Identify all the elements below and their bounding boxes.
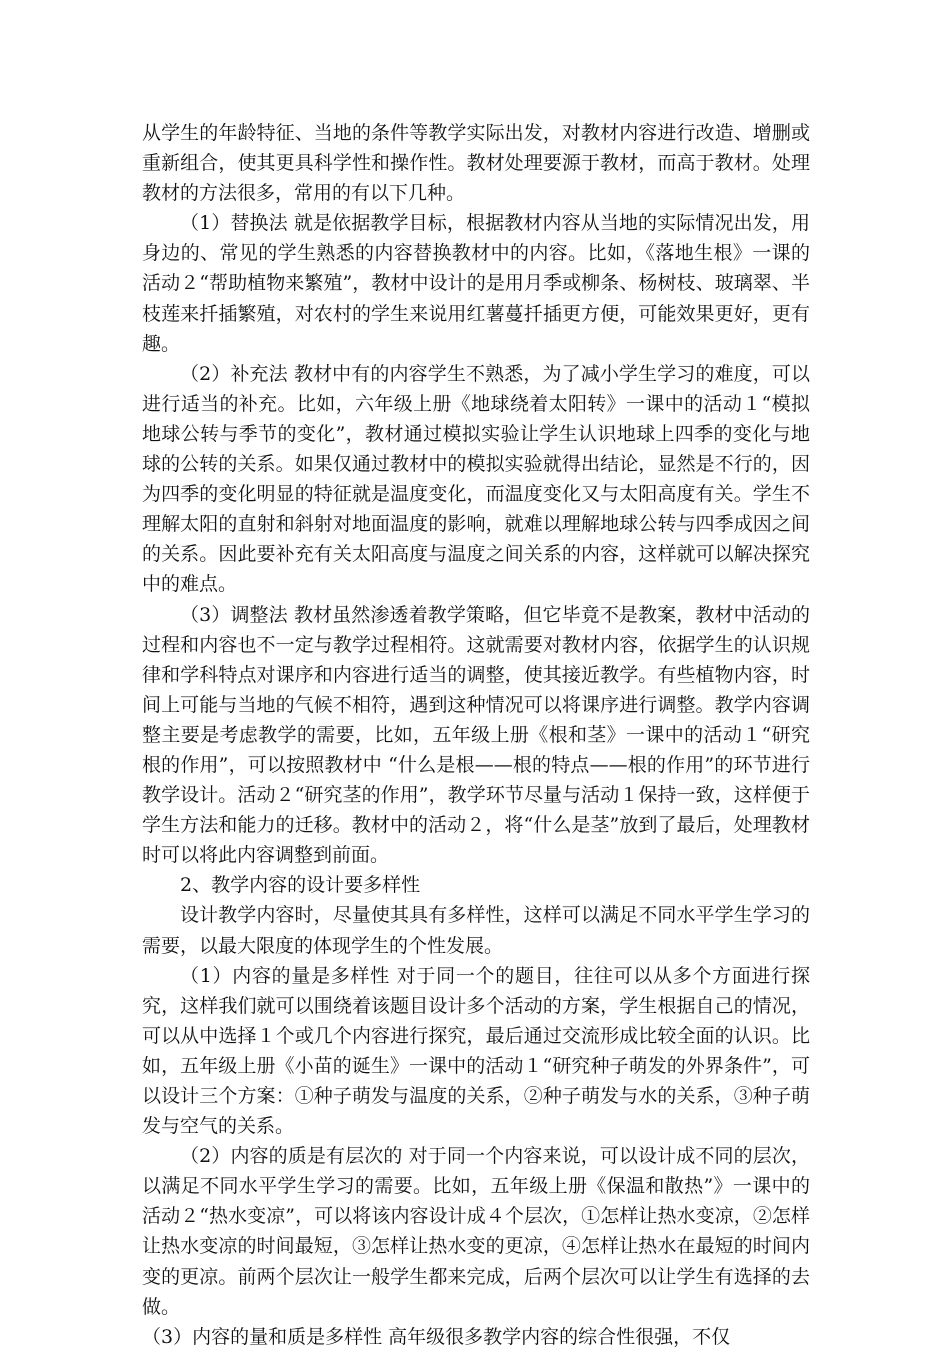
paragraph-adjustment-method: （3）调整法 教材虽然渗透着教学策略，但它毕竟不是教案，教材中活动的过程和内容也不一定与教学过程相符。这就需要对教材内容，依据学生的认识规律和学科特点对课序和内容进行适当的调整，使其接近教学。有些植物内容，时间上可能与当地的气候不相符，遇到这种情况可以将课序进行调整。教学内容调整主要是考虑教学的需要，比如，五年级上册《根和茎》一课中的活动１“研究根的作用”，可以按照教材中 “什么是根——根的特点——根的作用”的环节进行教学设计。活动２“研究茎的作用”，教学环节尽量与活动１保持一致，这样便于学生方法和能力的迁移。教材中的活动２，将“什么是茎”放到了最后，处理教材时可以将此内容调整到前面。 <box>142 603 810 867</box>
document-page <box>142 118 810 1352</box>
section-heading: 2、教学内容的设计要多样性 <box>180 874 421 897</box>
paragraph-intro: 从学生的年龄特征、当地的条件等教学实际出发，对教材内容进行改造、增删或重新组合，使其更具科学性和操作性。教材处理要源于教材，而高于教材。处理教材的方法很多，常用的有以下几种。 <box>142 122 810 205</box>
paragraph-quantity-quality: （3）内容的量和质是多样性 高年级很多教学内容的综合性很强，不仅 <box>142 1325 731 1348</box>
paragraph-replacement-method: （1）替换法 就是依据教学目标，根据教材内容从当地的实际情况出发，用身边的、常见的学生熟悉的内容替换教材中的内容。比如，《落地生根》一课的活动２“帮助植物来繁殖”，教材中设计的是用月季或柳条、杨树枝、玻璃翠、半枝莲来扦插繁殖，对农村的学生来说用红薯蔓扦插更方便，可能效果更好，更有趣。 <box>142 212 810 355</box>
paragraph-supplement-method: （2）补充法 教材中有的内容学生不熟悉，为了减小学生学习的难度，可以进行适当的补充。比如，六年级上册《地球绕着太阳转》一课中的活动１“模拟地球公转与季节的变化”，教材通过模拟实验让学生认识地球上四季的变化与地球的公转的关系。如果仅通过教材中的模拟实验就得出结论，显然是不行的，因为四季的变化明显的特征就是温度变化，而温度变化又与太阳高度有关。学生不理解太阳的直射和斜射对地面温度的影响，就难以理解地球公转与四季成因之间的关系。因此要补充有关太阳高度与温度之间关系的内容，这样就可以解决探究中的难点。 <box>142 362 810 596</box>
paragraph-quality-levels: （2）内容的质是有层次的 对于同一个内容来说，可以设计成不同的层次，以满足不同水平学生学习的需要。比如，五年级上册《保温和散热”》一课中的活动２“热水变凉”，可以将该内容设计成４个层次，①怎样让热水变凉，②怎样让热水变凉的时间最短，③怎样让热水变的更凉，④怎样让热水在最短的时间内变的更凉。前两个层次让一般学生都来完成，后两个层次可以让学生有选择的去做。 <box>142 1145 810 1318</box>
paragraph-section-intro: 设计教学内容时，尽量使其具有多样性，这样可以满足不同水平学生学习的需要，以最大限度的体现学生的个性发展。 <box>142 904 810 957</box>
paragraph-quantity-variety: （1）内容的量是多样性 对于同一个的题目，往往可以从多个方面进行探究，这样我们就可以围绕着该题目设计多个活动的方案，学生根据自己的情况，可以从中选择１个或几个内容进行探究，最后通过交流形成比较全面的认识。比如，五年级上册《小苗的诞生》一课中的活动１“研究种子萌发的外界条件”，可以设计三个方案：①种子萌发与温度的关系，②种子萌发与水的关系，③种子萌发与空气的关系。 <box>142 964 810 1138</box>
